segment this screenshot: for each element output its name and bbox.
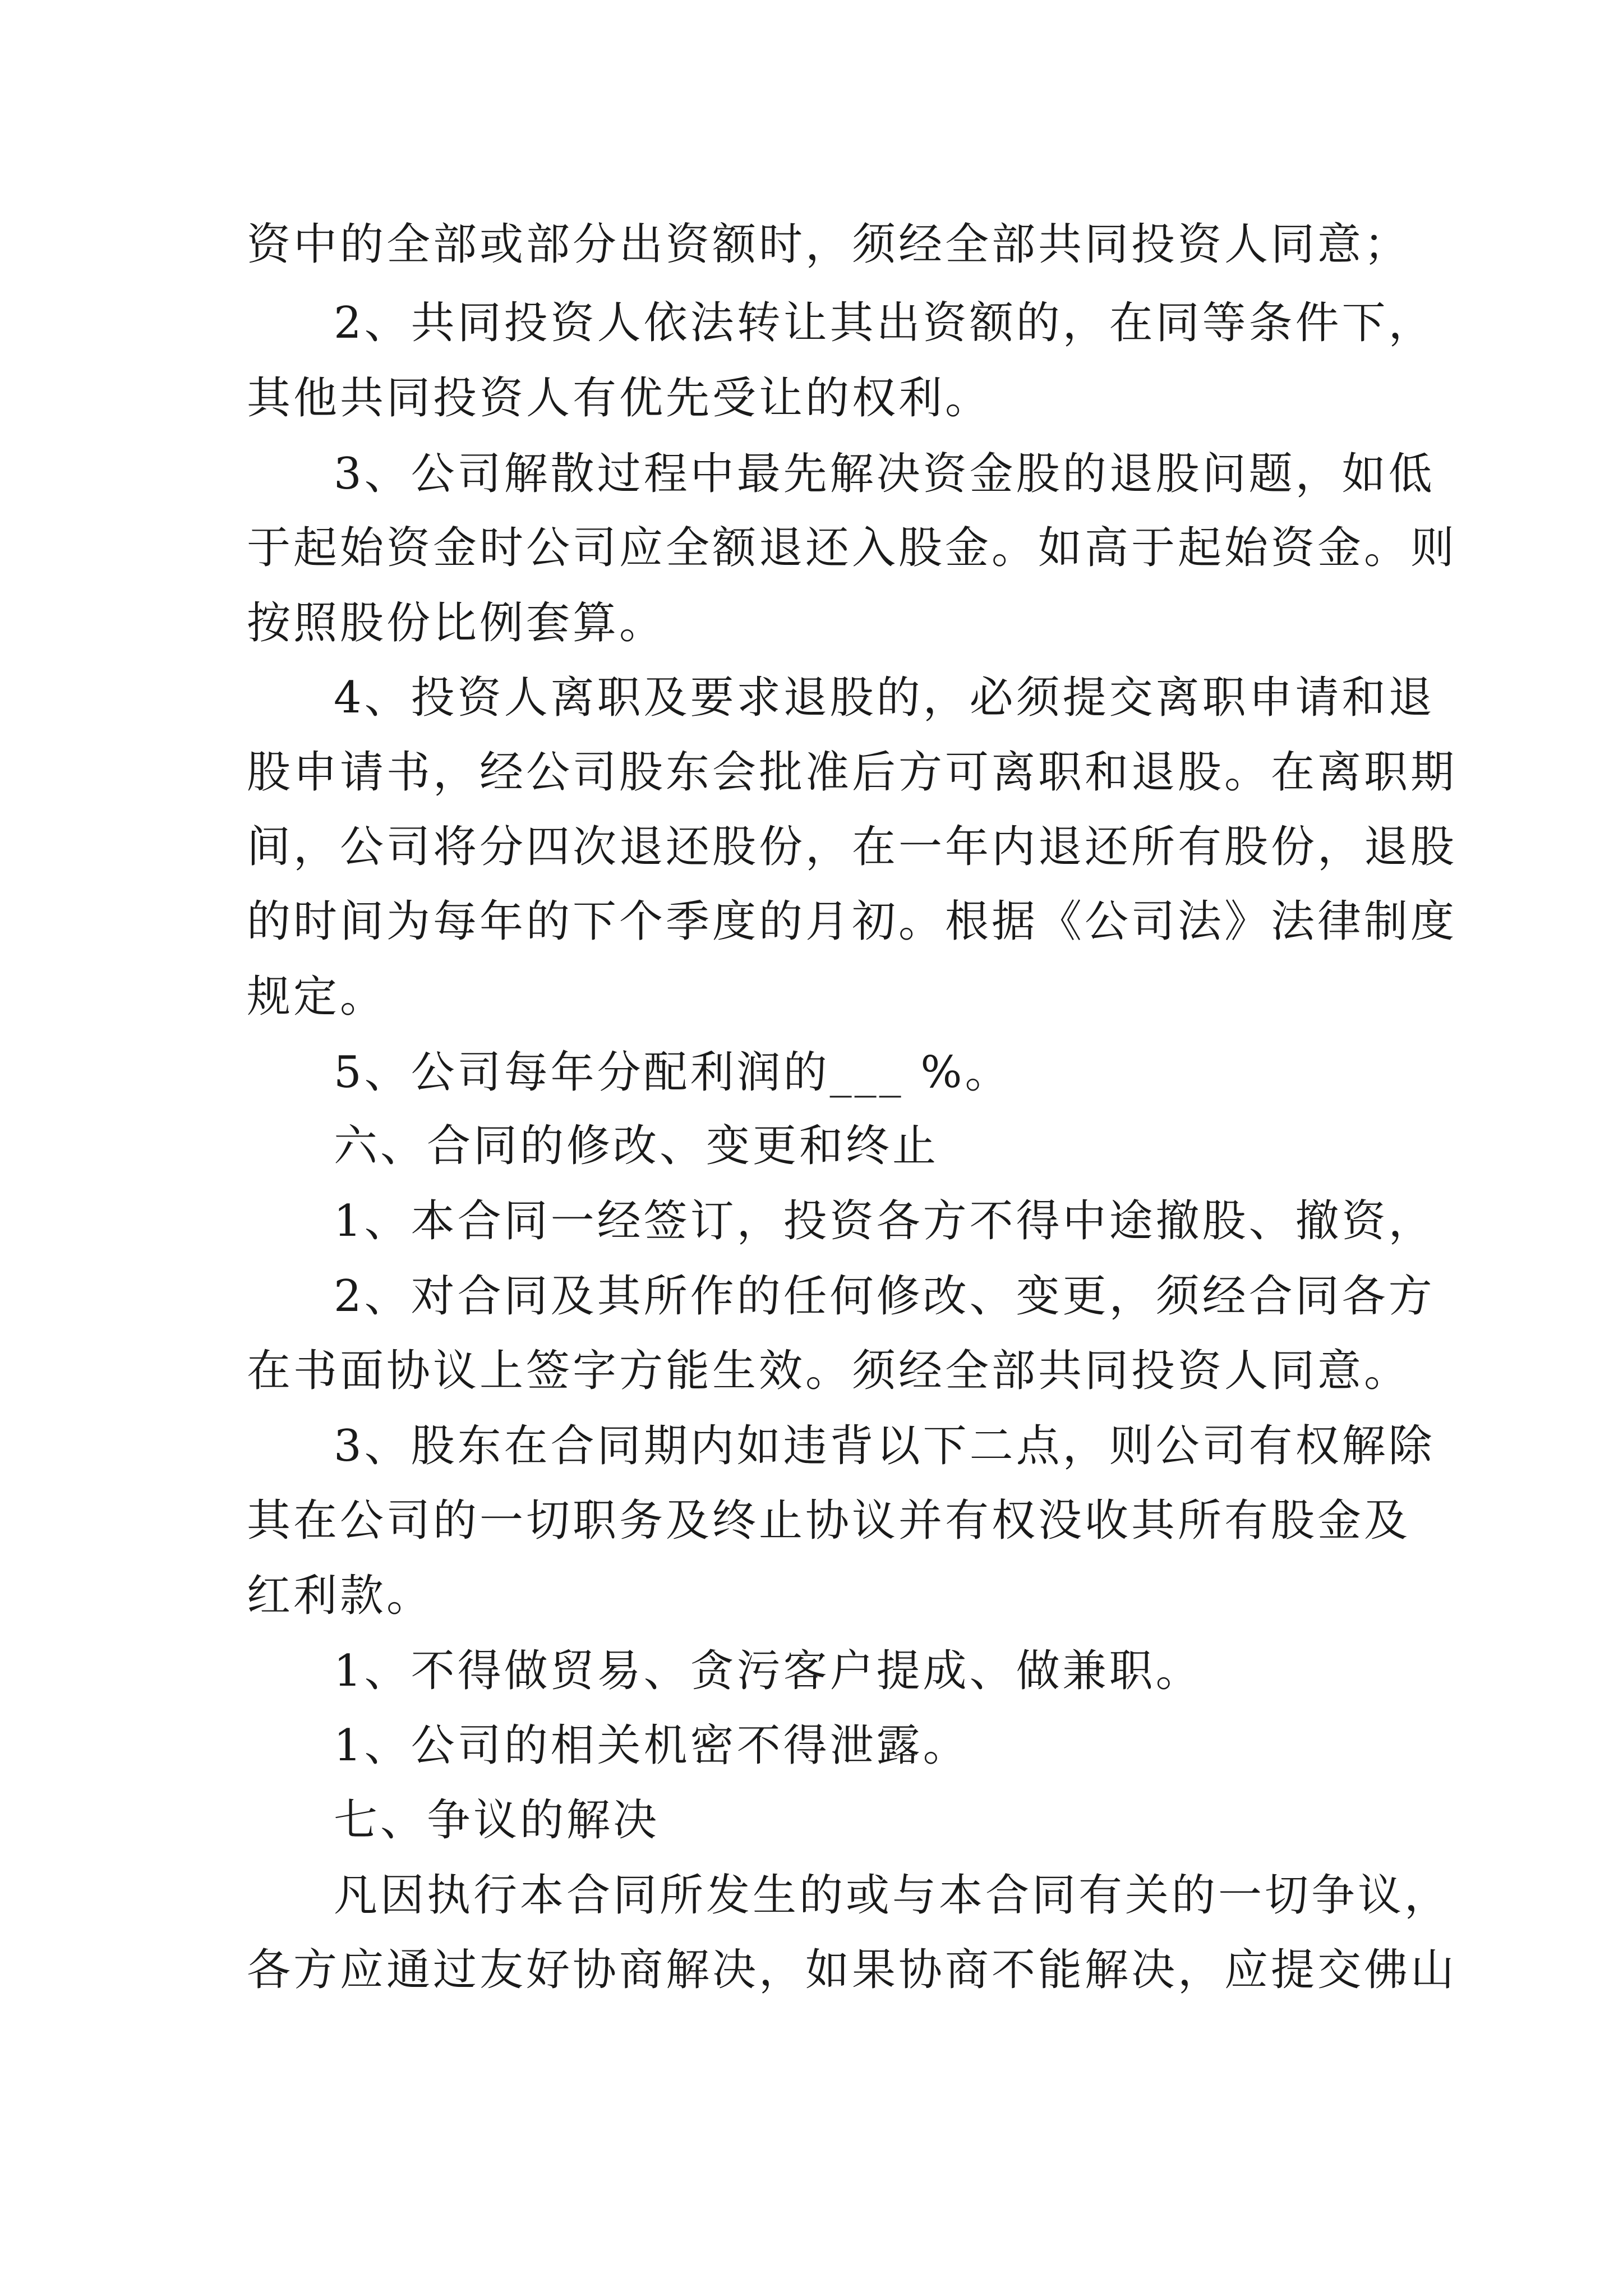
text-line-12: 5、公司每年分配利润的___ %。 (334, 1047, 1012, 1098)
text-line-3: 其他共同投资人有优先受让的权利。 (247, 373, 992, 424)
text-line-20: 1、不得做贸易、贪污客户提成、做兼职。 (334, 1646, 1202, 1696)
text-line-11: 规定。 (247, 972, 387, 1022)
text-line-4: 3、公司解散过程中最先解决资金股的退股问题，如低 (334, 449, 1435, 499)
text-line-5: 于起始资金时公司应全额退还入股金。如高于起始资金。则 (247, 523, 1458, 573)
text-line-7: 4、投资人离职及要求退股的，必须提交离职申请和退 (334, 673, 1435, 723)
text-line-22: 七、争议的解决 (334, 1795, 660, 1846)
text-line-10: 的时间为每年的下个季度的月初。根据《公司法》法律制度 (247, 896, 1458, 947)
text-line-19: 红利款。 (247, 1571, 434, 1621)
text-line-8: 股申请书，经公司股东会批准后方可离职和退股。在离职期 (247, 747, 1458, 798)
text-line-6: 按照股份比例套算。 (247, 598, 666, 648)
text-line-16: 在书面协议上签字方能生效。须经全部共同投资人同意。 (247, 1346, 1411, 1396)
text-line-1: 资中的全部或部分出资额时，须经全部共同投资人同意； (247, 219, 1411, 270)
text-line-24: 各方应通过友好协商解决，如果协商不能解决，应提交佛山 (247, 1945, 1458, 1995)
text-line-2: 2、共同投资人依法转让其出资额的，在同等条件下， (334, 298, 1435, 348)
text-line-13: 六、合同的修改、变更和终止 (334, 1121, 939, 1171)
text-line-9: 间，公司将分四次退还股份，在一年内退还所有股份，退股 (247, 822, 1458, 872)
text-line-23: 凡因执行本合同所发生的或与本合同有关的一切争议， (334, 1870, 1451, 1921)
text-line-21: 1、公司的相关机密不得泄露。 (334, 1720, 970, 1771)
text-line-18: 其在公司的一切职务及终止协议并有权没收其所有股金及 (247, 1496, 1411, 1546)
text-line-14: 1、本合同一经签订，投资各方不得中途撤股、撤资， (334, 1196, 1435, 1246)
text-line-15: 2、对合同及其所作的任何修改、变更，须经合同各方 (334, 1271, 1435, 1322)
text-line-17: 3、股东在合同期内如违背以下二点，则公司有权解除 (334, 1421, 1435, 1471)
